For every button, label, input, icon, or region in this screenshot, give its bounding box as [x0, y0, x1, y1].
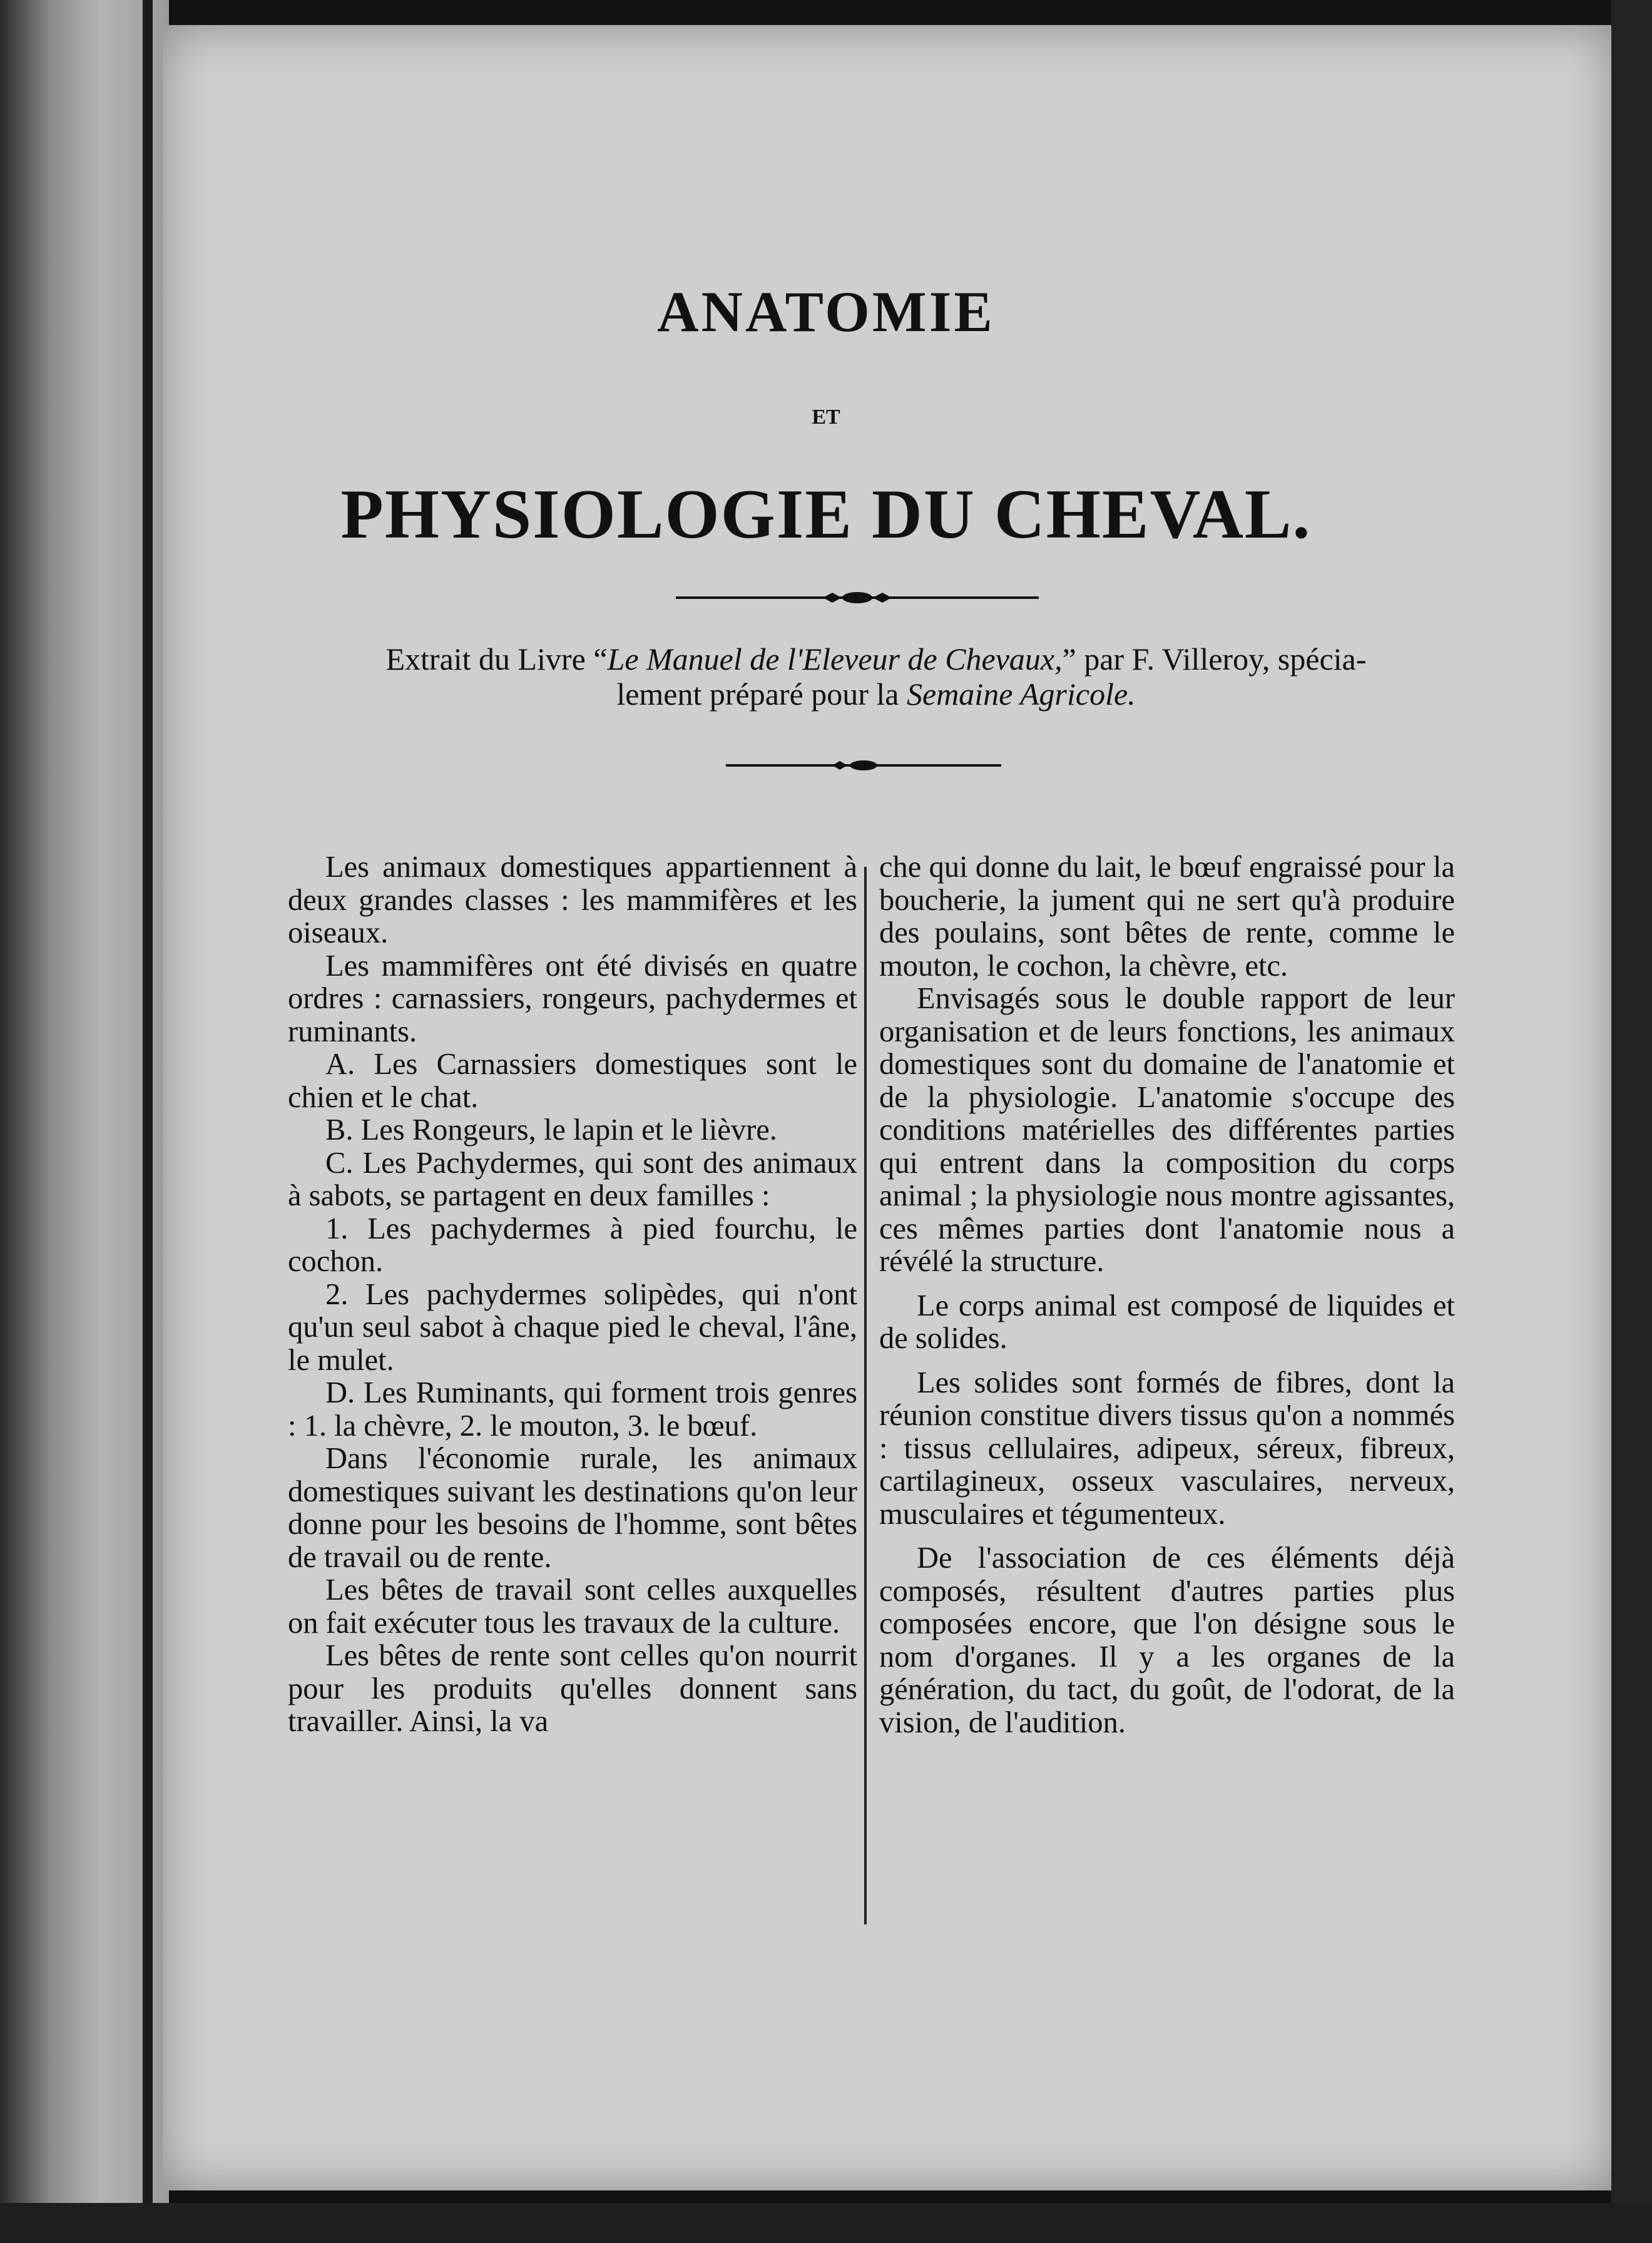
publication-name: Semaine Agricole. [907, 677, 1136, 712]
paragraph: Dans l'économie rurale, les animaux domestiques suivant les destinations qu'on leur donne pour les besoins de l'homme, sont bêtes de travail ou de rente. [288, 1442, 857, 1574]
column-divider [864, 867, 867, 1924]
paragraph: Les animaux domestiques appartiennent à deux grandes classes : les mammifères et les oiseaux. [288, 851, 857, 949]
title-conjunction: ET [812, 406, 840, 429]
page-edge-bottom [0, 2203, 1652, 2243]
right-column [879, 851, 1455, 1739]
paragraph: Les solides sont formés de fibres, dont la réunion constitue divers tissus qu'on a nommés : tissus cellulaires, adipeux, séreux, fibreux, cartilagineux, osseux vasculaires, nerveux, musculaires et tégumenteux. [879, 1366, 1455, 1531]
left-column [288, 851, 857, 1739]
extract-line2: lement préparé pour la [616, 677, 907, 712]
page-subtitle: PHYSIOLOGIE DU CHEVAL. [340, 476, 1312, 553]
paragraph: A. Les Carnassiers domestiques sont le chien et le chat. [288, 1048, 857, 1114]
paragraph: Les mammifères ont été divisés en quatre ordres : carnassiers, rongeurs, pachydermes et ruminants. [288, 949, 857, 1048]
paragraph: B. Les Rongeurs, le lapin et le lièvre. [325, 1113, 777, 1147]
extract-notice [294, 641, 1458, 712]
extract-prefix: Extrait du Livre “ [385, 641, 608, 677]
paragraph: Envisagés sous le double rapport de leur organisation et de leurs fonctions, les animaux domestiques sont du domaine de l'anatomie et de la physiologie. L'anatomie s'occupe des conditions matérielles des différentes parties qui entrent dans la composition du corps animal ; la physiologie nous montre agissantes, ces mêmes parties dont l'anatomie nous a révélé la structure. [879, 982, 1455, 1278]
ornament-divider-bottom [726, 757, 1001, 774]
paragraph: 2. Les pachydermes solipèdes, qui n'ont qu'un seul sabot à chaque pied le cheval, l'âne, le mulet. [288, 1277, 857, 1377]
paragraph: Le corps animal est composé de liquides et de solides. [879, 1289, 1455, 1355]
paragraph: Les bêtes de rente sont celles qu'on nourrit pour les produits qu'elles donnent sans travailler. Ainsi, la va [288, 1639, 857, 1738]
paragraph: C. Les Pachydermes, qui sont des animaux à sabots, se partagent en deux familles : [288, 1146, 857, 1212]
paragraph: 1. Les pachydermes à pied fourchu, le cochon. [288, 1212, 857, 1278]
paragraph: D. Les Ruminants, qui forment trois genres : 1. la chèvre, 2. le mouton, 3. le bœuf. [288, 1376, 857, 1443]
page-title: ANATOMIE [657, 280, 995, 344]
paragraph: De l'association de ces éléments déjà composés, résultent d'autres parties plus composées encore, que l'on désigne sous le nom d'organes. Il y a les organes de la génération, du tact, du goût, de l'odorat, de la vision, de l'audition. [879, 1541, 1455, 1739]
book-title: Le Manuel de l'Eleveur de Chevaux, [607, 641, 1063, 677]
paragraph: che qui donne du lait, le bœuf engraissé pour la boucherie, la jument qui ne sert qu'à produire des poulains, sont bêtes de rente, comme le mouton, le cochon, la chèvre, etc. [879, 851, 1455, 983]
paragraph: Les bêtes de travail sont celles auxquelles on fait exécuter tous les travaux de la culture. [288, 1573, 857, 1640]
ornament-divider-top [676, 588, 1039, 607]
extract-middle: ” par F. Villeroy, spécia- [1062, 641, 1367, 677]
